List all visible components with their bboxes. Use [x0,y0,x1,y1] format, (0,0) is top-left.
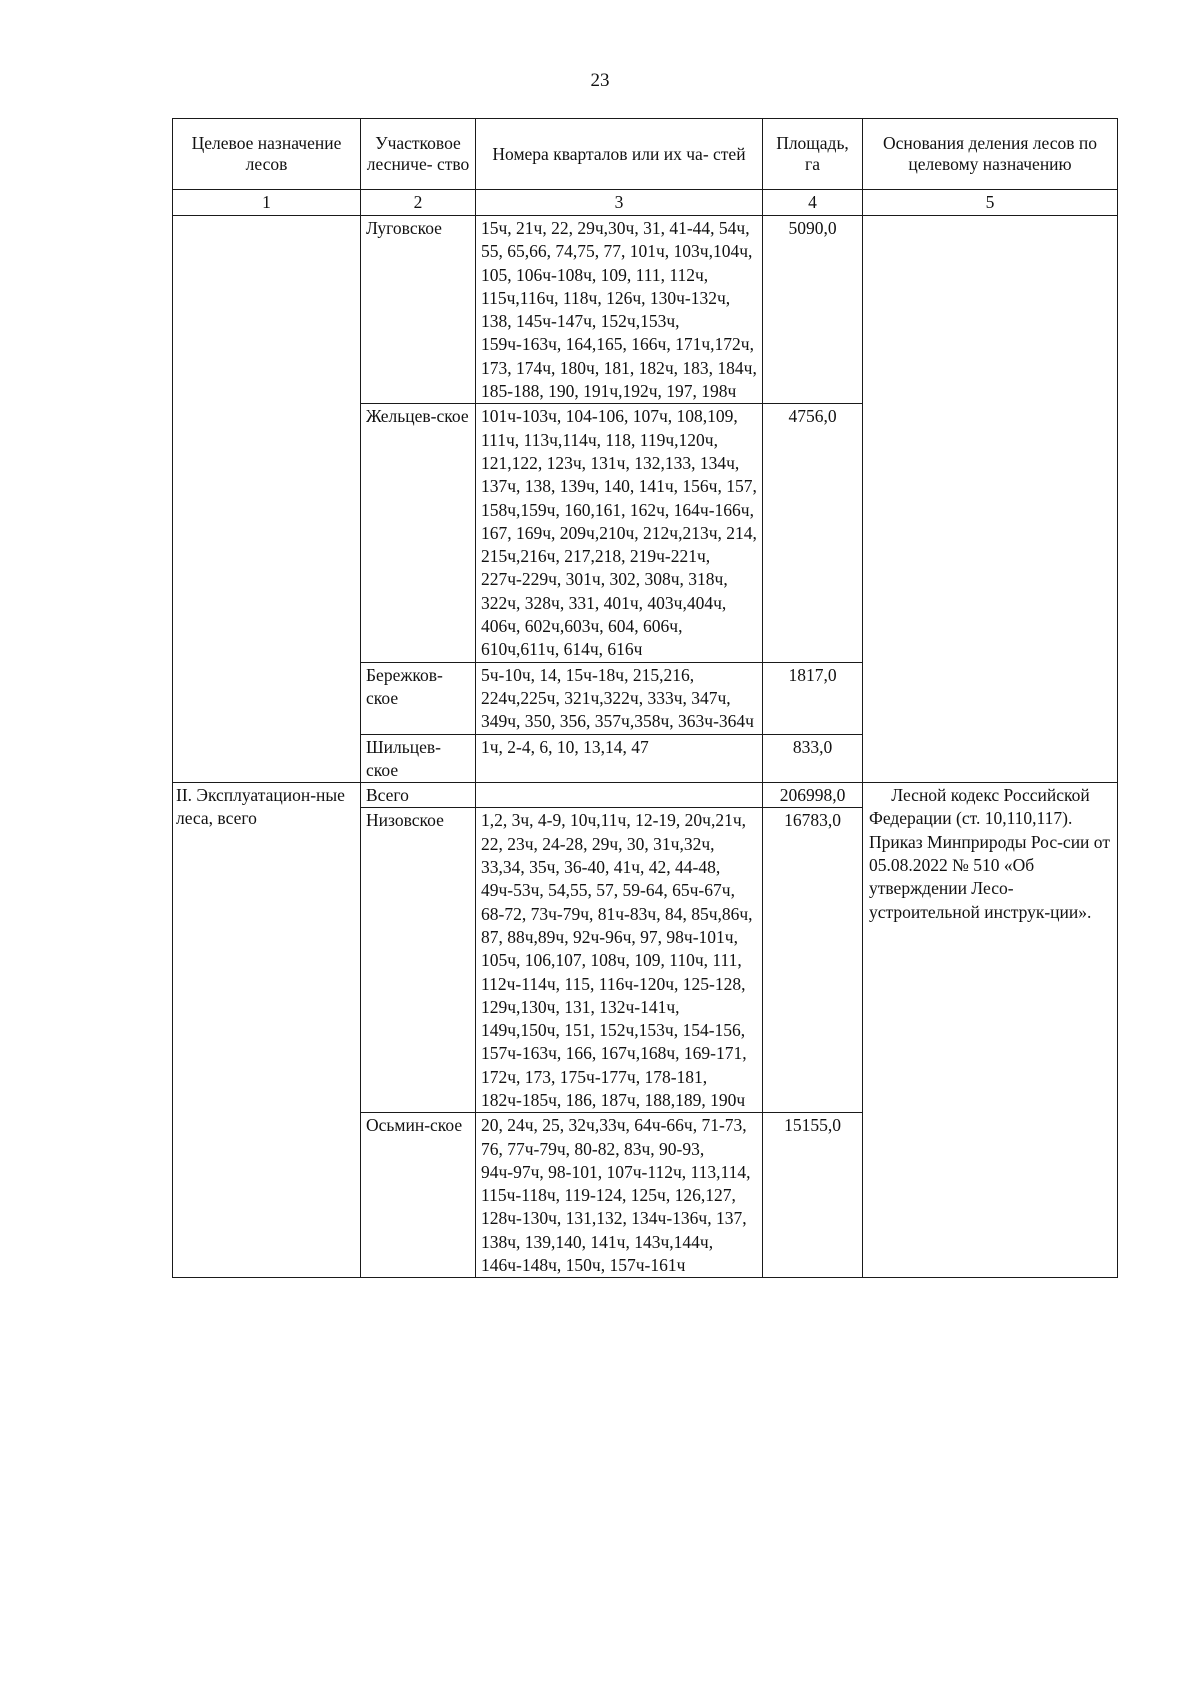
column-number: 3 [476,190,763,216]
forest-purpose-table [172,118,1118,1278]
area-cell: 4756,0 [763,404,863,662]
page-number: 23 [590,70,610,91]
header-basis: Основания деления лесов по целевому назначению [863,119,1118,190]
column-number: 4 [763,190,863,216]
forestry-cell: Луговское [361,216,476,404]
quarters-cell: 101ч-103ч, 104-106, 107ч, 108,109, 111ч, 113ч,114ч, 118, 119ч,120ч, 121,122, 123ч, 131ч, 132,133, 134ч, 137ч, 138, 139ч, 140, 141ч, 156ч, 157, 158ч,159ч, 160,161, 162ч, 164ч-166ч, 167, 169ч, 209ч,210ч, 212ч,213ч, 214, 215ч,216ч, 217,218, 219ч-221ч, 227ч-229ч, 301ч, 302, 308ч, 318ч, 322ч, 328ч, 331, 401ч, 403ч,404ч, 406ч, 602ч,603ч, 604, 606ч, 610ч,611ч, 614ч, 616ч [476,404,763,662]
header-quarters: Номера кварталов или их ча- стей [476,119,763,190]
quarters-cell: 1,2, 3ч, 4-9, 10ч,11ч, 12-19, 20ч,21ч, 22, 23ч, 24-28, 29ч, 30, 31ч,32ч, 33,34, 35ч, 36-40, 41ч, 42, 44-48, 49ч-53ч, 54,55, 57, 59-64, 65ч-67ч, 68-72, 73ч-79ч, 81ч-83ч, 84, 85ч,86ч, 87, 88ч,89ч, 92ч-96ч, 97, 98ч-101ч, 105ч, 106,107, 108ч, 109, 110ч, 111, 112ч-114ч, 115, 116ч-120ч, 125-128, 129ч,130ч, 131, 132ч-141ч, 149ч,150ч, 151, 152ч,153ч, 154-156, 157ч-163ч, 166, 167ч,168ч, 169-171, 172ч, 173, 175ч-177ч, 178-181, 182ч-185ч, 186, 187ч, 188,189, 190ч [476,808,763,1113]
purpose-cell-empty [173,216,361,783]
purpose-cell: II. Эксплуатацион-ные леса, всего [173,783,361,1278]
quarters-cell: 15ч, 21ч, 22, 29ч,30ч, 31, 41-44, 54ч, 55, 65,66, 74,75, 77, 101ч, 103ч,104ч, 105, 106ч-108ч, 109, 111, 112ч, 115ч,116ч, 118ч, 126ч, 130ч-132ч, 138, 145ч-147ч, 152ч,153ч, 159ч-163ч, 164,165, 166ч, 171ч,172ч, 173, 174ч, 180ч, 181, 182ч, 183, 184ч, 185-188, 190, 191ч,192ч, 197, 198ч [476,216,763,404]
header-purpose: Целевое назначение лесов [173,119,361,190]
basis-cell-empty [863,216,1118,783]
basis-cell [863,783,1118,1278]
forestry-cell: Бережков-ское [361,662,476,734]
basis-text: Федерации (ст. 10,110,117). Приказ Минприроды Рос-сии от 05.08.2022 № 510 «Об утверждении Лесо-устроительной инструк-ции». [869,808,1110,922]
area-cell: 833,0 [763,734,863,783]
forestry-cell: Осьмин-ское [361,1113,476,1278]
area-cell: 5090,0 [763,216,863,404]
quarters-cell: 5ч-10ч, 14, 15ч-18ч, 215,216, 224ч,225ч, 321ч,322ч, 333ч, 347ч, 349ч, 350, 356, 357ч,358ч, 363ч-364ч [476,662,763,734]
quarters-cell: 20, 24ч, 25, 32ч,33ч, 64ч-66ч, 71-73, 76, 77ч-79ч, 80-82, 83ч, 90-93, 94ч-97ч, 98-101, 107ч-112ч, 113,114, 115ч-118ч, 119-124, 125ч, 126,127, 128ч-130ч, 131,132, 134ч-136ч, 137, 138ч, 139,140, 141ч, 143ч,144ч, 146ч-148ч, 150ч, 157ч-161ч [476,1113,763,1278]
basis-title: Лесной кодекс Российской [891,785,1090,806]
column-number: 5 [863,190,1118,216]
quarters-cell-empty [476,783,763,808]
header-area: Площадь, га [763,119,863,190]
forestry-cell: Шильцев-ское [361,734,476,783]
area-cell: 16783,0 [763,808,863,1113]
header-forestry: Участковое лесниче- ство [361,119,476,190]
table-row [173,783,1118,808]
area-cell: 1817,0 [763,662,863,734]
area-cell: 15155,0 [763,1113,863,1278]
total-area-cell: 206998,0 [763,783,863,808]
forestry-cell: Жельцев-ское [361,404,476,662]
column-number: 1 [173,190,361,216]
quarters-cell: 1ч, 2-4, 6, 10, 13,14, 47 [476,734,763,783]
column-number: 2 [361,190,476,216]
column-number-row [173,190,1118,216]
table-header-row [173,119,1118,190]
forestry-cell: Низовское [361,808,476,1113]
forestry-cell: Всего [361,783,476,808]
table-row [173,216,1118,404]
